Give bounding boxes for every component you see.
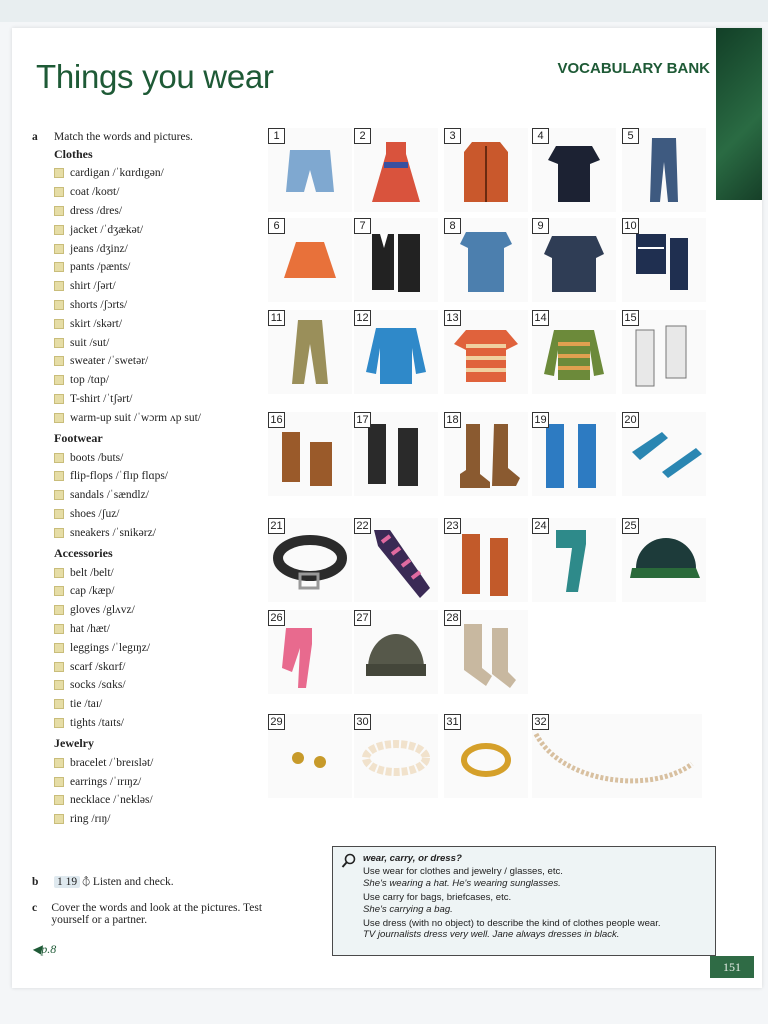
word-label: shoes /ʃuz/: [70, 507, 120, 520]
word-item: [54, 333, 282, 352]
flip-flops-picture: [532, 412, 616, 496]
word-item: [54, 371, 282, 390]
audio-track[interactable]: 1 19: [54, 876, 80, 888]
vocabulary-bank-label: VOCABULARY BANK: [557, 60, 710, 77]
section-heading: Footwear: [54, 431, 103, 446]
word-label: hat /hæt/: [70, 622, 110, 635]
answer-box[interactable]: [54, 225, 64, 235]
word-label: dress /dres/: [70, 204, 123, 217]
word-item: [54, 352, 282, 371]
word-label: coat /koʊt/: [70, 186, 120, 199]
word-item: [54, 408, 282, 427]
picture-number: 12: [354, 310, 371, 326]
word-item: [54, 620, 282, 639]
word-label: shirt /ʃərt/: [70, 280, 116, 293]
answer-box[interactable]: [54, 375, 64, 385]
tie-picture: [354, 518, 438, 602]
picture-number: 14: [532, 310, 549, 326]
top-strip: [0, 0, 768, 22]
shirt-picture: [444, 218, 528, 302]
word-label: leggings /ˈlegɪŋz/: [70, 641, 151, 654]
shorts-picture: [268, 128, 352, 212]
picture-number: 30: [354, 714, 371, 730]
word-sections: [32, 147, 282, 829]
skirt-picture: [268, 218, 352, 302]
pants-picture: [268, 310, 352, 394]
answer-box[interactable]: [54, 528, 64, 538]
t-shirt-picture: [444, 310, 528, 394]
picture-number: 21: [268, 518, 285, 534]
word-item: [54, 638, 282, 657]
word-label: sweater /ˈswetər/: [70, 355, 149, 368]
jacket-picture: [532, 218, 616, 302]
word-item: [54, 467, 282, 486]
answer-box[interactable]: [54, 509, 64, 519]
answer-box[interactable]: [54, 662, 64, 672]
word-label: belt /belt/: [70, 566, 114, 579]
picture-number: 25: [622, 518, 639, 534]
hat-picture: [354, 610, 438, 694]
word-item: [54, 202, 282, 221]
picture-number: 22: [354, 518, 371, 534]
answer-box[interactable]: [54, 206, 64, 216]
word-label: cardigan /ˈkɑrdɪgən/: [70, 167, 164, 180]
word-item: [54, 183, 282, 202]
picture-number: 4: [532, 128, 549, 144]
picture-number: 8: [444, 218, 461, 234]
picture-number: 2: [354, 128, 371, 144]
answer-box[interactable]: [54, 413, 64, 423]
word-label: earrings /ˈɪrɪŋz/: [70, 775, 142, 788]
picture-number: 19: [532, 412, 549, 428]
belt-picture: [268, 518, 352, 602]
answer-box[interactable]: [54, 394, 64, 404]
word-item: [54, 810, 282, 829]
sweater-picture: [532, 310, 616, 394]
word-item: [54, 657, 282, 676]
word-item: [54, 676, 282, 695]
word-label: shorts /ʃɔrts/: [70, 298, 128, 311]
answer-box[interactable]: [54, 605, 64, 615]
picture-number: 23: [444, 518, 461, 534]
word-item: [54, 714, 282, 733]
scarf-picture: [532, 518, 616, 602]
word-label: sneakers /ˈsnikərz/: [70, 526, 156, 539]
answer-box[interactable]: [54, 814, 64, 824]
word-item: [54, 314, 282, 333]
usage-note: wear, carry, or dress? Use wear for clothes and jewelry / glasses, etc. She's wearing a hat. He's wearing sunglasses. Use carry for bags, briefcases, etc. She's carrying a bag. Use dress (with no object) to describe the kind of clothes people wear. TV journalists dress very well. Jane always dresses in black.: [332, 846, 716, 956]
coat-picture: [444, 128, 528, 212]
word-label: pants /pænts/: [70, 261, 131, 274]
answer-box[interactable]: [54, 758, 64, 768]
picture-number: 13: [444, 310, 461, 326]
word-item: [54, 563, 282, 582]
picture-number: 27: [354, 610, 371, 626]
word-label: scarf /skɑrf/: [70, 660, 126, 673]
answer-box[interactable]: [54, 338, 64, 348]
note-title: wear, carry, or dress?: [363, 853, 462, 864]
textbook-page: [12, 28, 762, 988]
word-label: socks /sɑks/: [70, 679, 126, 692]
word-item: [54, 601, 282, 620]
word-label: suit /sut/: [70, 336, 110, 349]
answer-box[interactable]: [54, 643, 64, 653]
word-item: [54, 239, 282, 258]
answer-box[interactable]: [54, 300, 64, 310]
word-item: [54, 296, 282, 315]
answer-box[interactable]: [54, 356, 64, 366]
answer-box[interactable]: [54, 490, 64, 500]
word-item: [54, 772, 282, 791]
picture-number: 6: [268, 218, 285, 234]
word-label: jacket /ˈdʒækət/: [70, 223, 144, 236]
picture-number: 20: [622, 412, 639, 428]
word-item: [54, 258, 282, 277]
word-label: cap /kæp/: [70, 585, 115, 598]
task-c: c Cover the words and look at the pictures. Test yourself or a partner.: [32, 902, 263, 926]
section-heading: Clothes: [54, 147, 93, 161]
tights-picture: [268, 610, 352, 694]
boots-picture: [444, 412, 528, 496]
answer-box[interactable]: [54, 281, 64, 291]
answer-box[interactable]: [54, 624, 64, 634]
shoes-picture: [354, 412, 438, 496]
word-item: [54, 448, 282, 467]
word-item: [54, 390, 282, 409]
picture-number: 18: [444, 412, 461, 428]
cap-picture: [622, 518, 706, 602]
picture-number: 16: [268, 412, 285, 428]
word-item: [54, 791, 282, 810]
warm-up-suit-picture: [622, 218, 706, 302]
sandals-picture: [268, 412, 352, 496]
page-title: Things you wear: [36, 58, 274, 95]
picture-number: 10: [622, 218, 639, 234]
necklace-picture-icon: [532, 714, 702, 798]
word-label: necklace /ˈnekləs/: [70, 794, 153, 807]
word-item: [54, 164, 282, 183]
word-label: flip-flops /ˈflɪp flɑps/: [70, 470, 169, 483]
answer-box[interactable]: [54, 777, 64, 787]
word-label: tights /taɪts/: [70, 716, 124, 729]
answer-box[interactable]: [54, 471, 64, 481]
picture-number: 31: [444, 714, 461, 730]
picture-number: 17: [354, 412, 371, 428]
word-item: [54, 582, 282, 601]
word-label: gloves /glʌvz/: [70, 604, 135, 617]
picture-number: 32: [532, 714, 549, 730]
leggings-picture: [622, 412, 706, 496]
section-heading: Jewelry: [54, 736, 94, 751]
jeans-picture: [622, 128, 706, 212]
word-item: [54, 277, 282, 296]
picture-number: 9: [532, 218, 549, 234]
word-label: T-shirt /ˈtʃərt/: [70, 392, 133, 405]
necklace-picture: [532, 714, 702, 798]
answer-box[interactable]: [54, 187, 64, 197]
picture-number: 5: [622, 128, 639, 144]
answer-box[interactable]: [54, 699, 64, 709]
picture-number: 15: [622, 310, 639, 326]
suit-picture: [354, 218, 438, 302]
answer-box[interactable]: [54, 453, 64, 463]
word-label: jeans /dʒinz/: [70, 242, 128, 255]
answer-box[interactable]: [54, 244, 64, 254]
task-b: b 1 19 ⦽ Listen and check.: [32, 876, 174, 888]
word-item: [54, 486, 282, 505]
word-label: tie /taɪ/: [70, 698, 103, 711]
picture-number: 1: [268, 128, 285, 144]
answer-box[interactable]: [54, 568, 64, 578]
dress-picture: [354, 128, 438, 212]
ring-picture: [444, 714, 528, 798]
word-list: [32, 131, 282, 829]
picture-number: 11: [268, 310, 285, 326]
answer-box[interactable]: [54, 586, 64, 596]
sneakers-picture: [622, 310, 706, 394]
answer-box[interactable]: [54, 262, 64, 272]
answer-box[interactable]: [54, 680, 64, 690]
word-label: bracelet /ˈbreɪslət/: [70, 756, 154, 769]
picture-number: 7: [354, 218, 371, 234]
picture-number: 28: [444, 610, 461, 626]
word-item: [54, 695, 282, 714]
word-item: [54, 753, 282, 772]
page-reference[interactable]: ◀p.8: [32, 942, 57, 956]
word-label: boots /buts/: [70, 451, 124, 464]
word-label: sandals /ˈsændlz/: [70, 489, 149, 502]
earrings-picture: [268, 714, 352, 798]
answer-box[interactable]: [54, 319, 64, 329]
word-label: skirt /skərt/: [70, 317, 123, 330]
word-label: warm-up suit /ˈwɔrm ʌp sut/: [70, 411, 201, 424]
word-item: [54, 220, 282, 239]
section-tab: [716, 28, 762, 200]
magnifier-icon: [341, 853, 357, 869]
section-heading: Accessories: [54, 546, 113, 561]
answer-box[interactable]: [54, 168, 64, 178]
gloves-picture: [444, 518, 528, 602]
picture-number: 24: [532, 518, 549, 534]
top-picture: [532, 128, 616, 212]
word-label: ring /rɪŋ/: [70, 813, 111, 826]
picture-number: 26: [268, 610, 285, 626]
answer-box[interactable]: [54, 718, 64, 728]
word-label: top /tɑp/: [70, 374, 109, 387]
task-a: a Match the words and pictures.: [32, 131, 193, 143]
picture-number: 29: [268, 714, 285, 730]
page-number: 151: [710, 956, 754, 978]
socks-picture: [444, 610, 528, 694]
answer-box[interactable]: [54, 795, 64, 805]
cardigan-picture: [354, 310, 438, 394]
word-item: [54, 505, 282, 524]
word-item: [54, 523, 282, 542]
bracelet-picture: [354, 714, 438, 798]
picture-number: 3: [444, 128, 461, 144]
